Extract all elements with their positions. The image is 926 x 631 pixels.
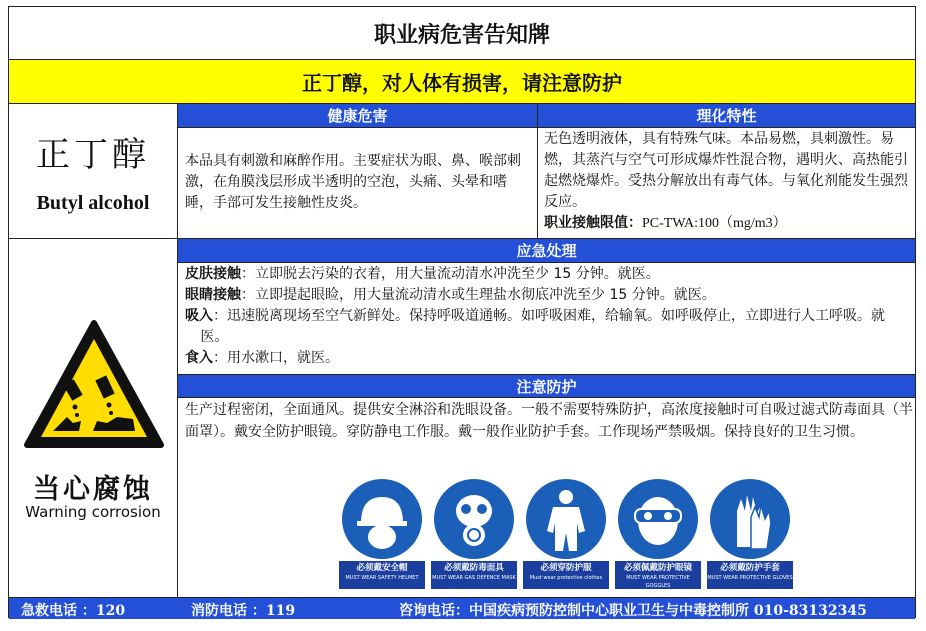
emergency-item-eyes: 眼睛接触：立即提起眼睑，用大量流动清水或生理盐水彻底冲洗至少 15 分钟。就医。 [185,287,716,303]
emergency-item-inhalation: 吸入：迅速脱离现场至空气新鲜处。保持呼吸道通畅。如呼吸困难，给输氧。如呼吸停止，立即进行人工呼吸。就医。 [185,308,885,345]
footer-bar [9,597,915,619]
ppe-label: 必须穿防护服 Must wear protective clothes [523,561,609,589]
ppe-sign-gas-mask [431,477,517,589]
goggles-icon [615,477,701,561]
substance-name-cell [9,104,178,239]
gloves-icon [707,477,793,561]
ppe-sign-gloves [707,477,793,589]
corrosion-warning-icon [23,319,165,451]
ppe-label: 必须戴防护手套 MUST WEAR PROTECTIVE GLOVES [707,561,793,589]
occupational-hazard-card [8,6,916,618]
emergency-item-skin: 皮肤接触：立即脱去污染的衣着，用大量流动清水冲洗至少 15 分钟。就医。 [185,266,660,282]
substance-name-en: Butyl alcohol [36,192,150,214]
protection-text: 生产过程密闭，全面通风。提供安全淋浴和洗眼设备。一般不需要特殊防护，高浓度接触时可自吸过滤式防毒面具（半面罩）。戴安全防护眼镜。穿防静电工作服。戴一般作业防护手套。工作现场严禁吸烟。保持良好的卫生习惯。 [185,402,913,440]
corrosion-sign-en: Warning corrosion [25,503,161,521]
emergency-list [185,264,910,369]
emergency-item-ingestion: 食入：用水漱口，就医。 [185,350,339,366]
ppe-sign-protective-clothes [523,477,609,589]
emergency-header: 应急处理 [178,239,915,263]
protection-header: 注意防护 [178,374,915,398]
physchem-header: 理化特性 [538,104,915,128]
gas-mask-icon [431,477,517,561]
ppe-label: 必须戴安全帽 MUST WEAR SAFETY HELMET [339,561,425,589]
consult-phone: 咨询电话：中国疾病预防控制中心职业卫生与中毒控制所 010-83132345 [399,603,867,619]
ppe-label: 必须佩戴防护眼镜 MUST WEAR PROTECTIVE GOGGLES [615,561,701,589]
physchem-description: 无色透明液体，具有特殊气味。本品易燃，具刺激性。易燃，其蒸汽与空气可形成爆炸性混合物，遇明火、高热能引起燃烧爆炸。受热分解放出有毒气体。与氧化剂能发生强烈反应。 [544,131,908,210]
warning-banner: 正丁醇，对人体有损害，请注意防护 [9,60,915,104]
health-hazard-text: 本品具有刺激和麻醉作用。主要症状为眼、鼻、喉部刺激，在角膜浅层形成半透明的空泡，头痛、头晕和嗜睡，手部可发生接触性皮炎。 [185,153,521,211]
health-hazard-header: 健康危害 [178,104,537,128]
ppe-label: 必须戴防毒面具 MUST WEAR GAS DEFENCE MASK [431,561,517,589]
safety-helmet-icon [339,477,425,561]
physchem-text [544,129,912,234]
ppe-sign-goggles [615,477,701,589]
ppe-sign-helmet [339,477,425,589]
protective-clothes-icon [523,477,609,561]
corrosion-sign-cn: 当心腐蚀 [33,474,153,505]
substance-name-cn: 正丁醇 [36,135,150,175]
exposure-limit-label: 职业接触限值： [544,215,642,231]
fire-phone: 消防电话 ：119 [191,603,296,619]
exposure-limit-value: PC-TWA:100（mg/m3） [642,216,787,231]
page-title: 职业病危害告知牌 [9,7,915,60]
first-aid-phone: 急救电话 ：120 [21,603,126,619]
